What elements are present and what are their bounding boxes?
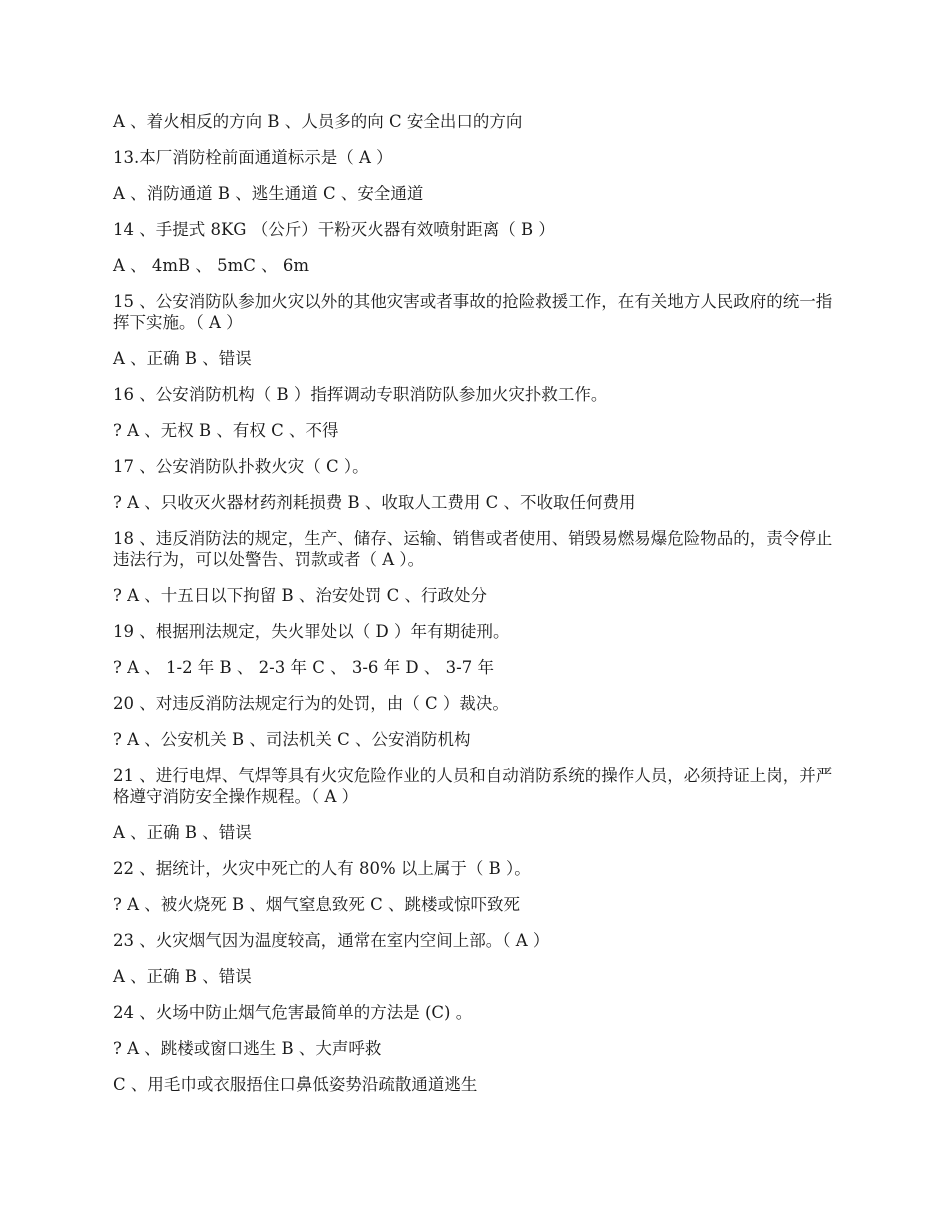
answer-options-line: A 、着火相反的方向 B 、人员多的向 C 安全出口的方向 xyxy=(113,112,523,131)
question-15: 15 、公安消防队参加火灾以外的其他灾害或者事故的抢险救援工作，在有关地方人民政府的统一指挥下实施。（ A ） xyxy=(113,292,833,332)
question-13: 13.本厂消防栓前面通道标示是（ A ） xyxy=(113,148,393,167)
question-19: 19 、根据刑法规定，失火罪处以（ D ）年有期徒刑。 xyxy=(113,622,510,641)
answer-options-24-c: C 、用毛巾或衣服捂住口鼻低姿势沿疏散通道逃生 xyxy=(113,1075,478,1094)
question-23: 23 、火灾烟气因为温度较高，通常在室内空间上部。（ A ） xyxy=(113,931,550,950)
answer-options-24-a-b: ? A 、跳楼或窗口逃生 B 、大声呼救 xyxy=(113,1039,382,1058)
question-14: 14 、手提式 8KG （公斤）干粉灭火器有效喷射距离（ B ） xyxy=(113,220,555,239)
answer-options-14: A 、 4mB 、 5mC 、 6m xyxy=(113,256,310,275)
question-21: 21 、进行电焊、气焊等具有火灾危险作业的人员和自动消防系统的操作人员，必须持证上岗，并严格遵守消防安全操作规程。（ A ） xyxy=(113,766,833,806)
question-17: 17 、公安消防队扑救火灾（ C ）。 xyxy=(113,457,369,476)
question-16: 16 、公安消防机构（ B ）指挥调动专职消防队参加火灾扑救工作。 xyxy=(113,385,608,404)
answer-options-21: A 、正确 B 、错误 xyxy=(113,823,252,842)
answer-options-18: ? A 、十五日以下拘留 B 、治安处罚 C 、行政处分 xyxy=(113,586,487,605)
question-20: 20 、对违反消防法规定行为的处罚，由（ C ）裁决。 xyxy=(113,694,509,713)
answer-options-13: A 、消防通道 B 、逃生通道 C 、安全通道 xyxy=(113,184,424,203)
answer-options-22: ? A 、被火烧死 B 、烟气窒息致死 C 、跳楼或惊吓致死 xyxy=(113,895,520,914)
question-18: 18 、违反消防法的规定，生产、储存、运输、销售或者使用、销毁易燃易爆危险物品的，责令停止违法行为，可以处警告、罚款或者（ A ）。 xyxy=(113,529,833,569)
answer-options-19: ? A 、 1-2 年 B 、 2-3 年 C 、 3-6 年 D 、 3-7 年 xyxy=(113,658,494,677)
answer-options-23: A 、正确 B 、错误 xyxy=(113,967,252,986)
document-body xyxy=(113,111,833,1110)
answer-options-16: ? A 、无权 B 、有权 C 、不得 xyxy=(113,421,339,440)
question-22: 22 、据统计，火灾中死亡的人有 80% 以上属于（ B ）。 xyxy=(113,859,531,878)
answer-options-20: ? A 、公安机关 B 、司法机关 C 、公安消防机构 xyxy=(113,730,471,749)
answer-options-15: A 、正确 B 、错误 xyxy=(113,349,252,368)
question-24: 24 、火场中防止烟气危害最简单的方法是 (C) 。 xyxy=(113,1003,473,1022)
answer-options-17: ? A 、只收灭火器材药剂耗损费 B 、收取人工费用 C 、不收取任何费用 xyxy=(113,493,636,512)
